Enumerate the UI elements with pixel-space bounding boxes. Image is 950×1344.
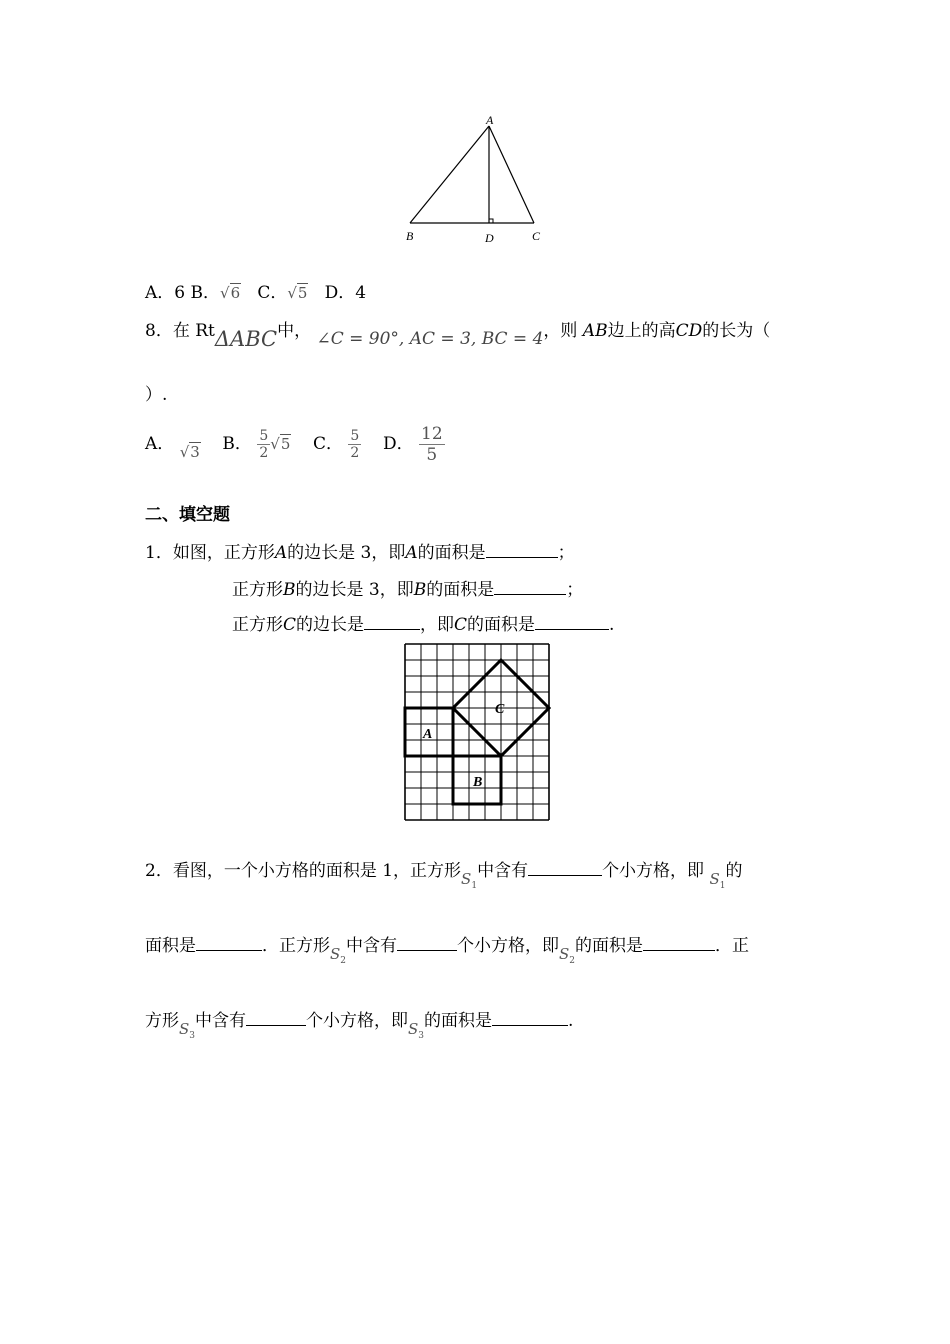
q8-option-b: B．: [222, 434, 252, 454]
q8-option-d: D．: [382, 434, 414, 454]
fill2-blank-s1-count[interactable]: [528, 861, 602, 876]
q8-option-d-frac: $\frac{12}{5}$: [421, 424, 443, 465]
fill1-blank-c-area[interactable]: [535, 615, 609, 630]
fill1-blank-b[interactable]: [494, 580, 566, 595]
q7-option-c-value: √5: [287, 284, 308, 302]
q8-condition: ∠C = 90°, AC = 3, BC = 4: [316, 329, 544, 349]
q8-close: ）.: [145, 385, 168, 405]
fill2-line3: 方形$S_3$中含有 个小方格，即$S_3$的面积是 .: [145, 1011, 574, 1041]
fill1-blank-c-side[interactable]: [364, 615, 420, 630]
fill2-blank-s3-area[interactable]: [492, 1011, 568, 1026]
q8-text3: 的长为（: [702, 321, 771, 341]
q8-prefix: 8．在 Rt: [145, 321, 215, 341]
fill1-blank-a[interactable]: [486, 543, 558, 558]
q8-text2: 边上的高: [607, 321, 676, 341]
q7-option-d: D．4: [324, 283, 367, 303]
q7-option-b: B．: [190, 283, 220, 303]
q8-option-a: A．: [145, 434, 175, 454]
fill2-blank-s3-count[interactable]: [246, 1011, 306, 1026]
grid-label-b: B: [473, 775, 483, 790]
triangle-figure: [400, 110, 560, 250]
q8-cd: CD: [675, 321, 703, 341]
q8-option-b-frac: $\frac{5}{2}$: [259, 428, 269, 461]
fill2-blank-s2-count[interactable]: [397, 936, 457, 951]
fill2-line2: 面积是 ．正方形$S_2$中含有 个小方格，即$S_2$的面积是 ．正: [145, 936, 750, 966]
q8-triangle: ΔABC: [214, 327, 278, 351]
fill1-line2: 正方形B的边长是 3，即B的面积是 ；: [232, 580, 584, 600]
q8-option-b-rad: √5: [270, 435, 291, 453]
q8-ab: AB: [582, 321, 608, 341]
right-angle-mark: [489, 219, 493, 223]
fill2-blank-s2-area[interactable]: [643, 936, 715, 951]
q7-option-a: A．6: [145, 283, 186, 303]
q7-option-b-value: √6: [220, 284, 241, 302]
q8-mid: 中，: [277, 321, 312, 341]
grid-figure: [403, 643, 553, 821]
fill1-line3: 正方形C的边长是 ，即C的面积是 .: [232, 615, 615, 635]
fill1-line1: 1．如图，正方形A的边长是 3，即A的面积是 ；: [145, 543, 575, 563]
q7-options: [145, 278, 366, 303]
label-a: A: [486, 113, 494, 127]
grid-label-c: C: [495, 702, 505, 717]
label-b: B: [406, 229, 414, 243]
q8-option-c: C．: [312, 434, 343, 454]
fill2-blank-s1-area[interactable]: [196, 936, 262, 951]
q8-option-c-frac: $\frac{5}{2}$: [350, 428, 360, 461]
side-ab: [410, 126, 489, 223]
q7-option-c: C．: [257, 283, 288, 303]
q8-option-a-value: √3: [179, 443, 200, 461]
q8-options: [145, 424, 445, 465]
side-ac: [489, 126, 534, 223]
q8-question: [145, 316, 771, 351]
grid-label-a: A: [423, 727, 433, 742]
q8-sep: ，则: [543, 321, 578, 341]
label-c: C: [532, 229, 541, 243]
label-d: D: [485, 231, 494, 245]
section-title: 二、填空题: [145, 505, 230, 525]
fill2-line1: 2．看图，一个小方格的面积是 1，正方形$S_1$中含有 个小方格，即 $S_1$的: [145, 861, 743, 891]
